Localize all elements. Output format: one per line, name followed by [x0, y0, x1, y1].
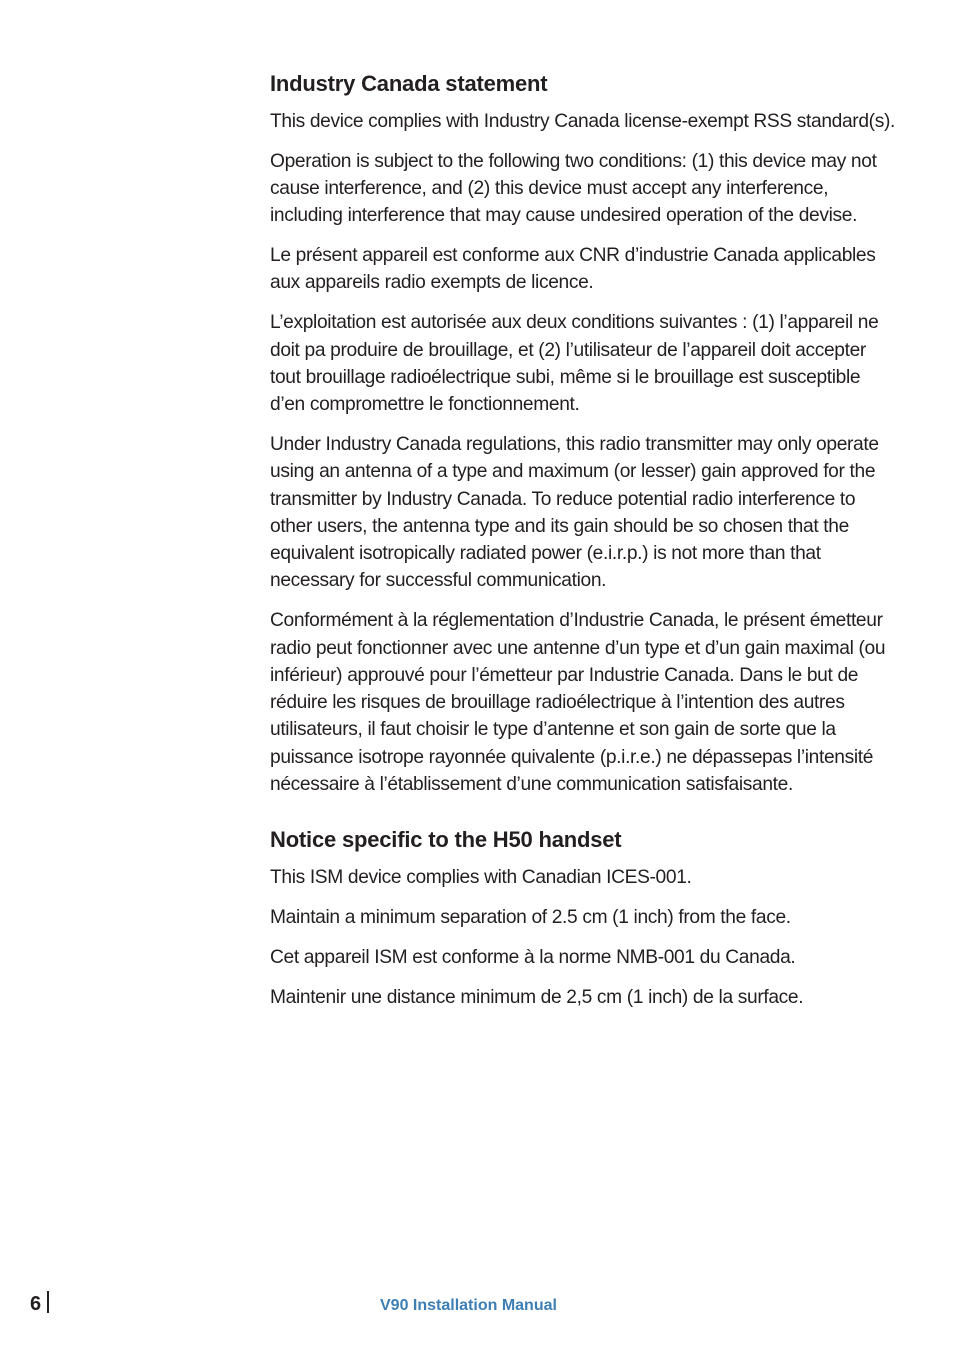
- paragraph: Le présent appareil est conforme aux CNR d’industrie Canada applicables aux appareils radio exempts de licence.: [270, 245, 876, 294]
- page-number-footer: [30, 1291, 49, 1317]
- manual-title-footer: V90 Installation Manual: [380, 1297, 557, 1314]
- section-heading-h50-notice: Notice specific to the H50 handset: [270, 827, 622, 853]
- page-content: [270, 70, 895, 1024]
- paragraph: This ISM device complies with Canadian ICES-001.: [270, 867, 692, 889]
- paragraph: Under Industry Canada regulations, this radio transmitter may only operate using an antenna of a type and maximum (or lesser) gain approved for the transmitter by Industry Canada. To reduce potential radio interference to other users, the antenna type and its gain should be so chosen that the equivalent isotropically radiated power (e.i.r.p.) is not more than that necessary for successful communication.: [270, 433, 879, 592]
- paragraph: This device complies with Industry Canada license-exempt RSS standard(s).: [270, 111, 895, 132]
- paragraph: Maintain a minimum separation of 2.5 cm (1 inch) from the face.: [270, 907, 791, 929]
- paragraph: Cet appareil ISM est conforme à la norme NMB-001 du Canada.: [270, 946, 796, 968]
- page-number-separator: [47, 1291, 49, 1313]
- paragraph: Operation is subject to the following two conditions: (1) this device may not cause interference, and (2) this device must accept any interference, including interference that may cause undesired operation of the devise.: [270, 150, 877, 227]
- paragraph: Conformément à la réglementation d’Industrie Canada, le présent émetteur radio peut fonctionner avec une antenne d’un type et d’un gain maximal (ou inférieur) approuvé pour l’émetteur par Industrie Canada. Dans le but de réduire les risques de brouillage radioélectrique à l’intention des autres utilisateurs, il faut choisir le type d’antenne et son gain de sorte que la puissance isotrope rayonnée quivalente (p.i.r.e.) ne dépassepas l’intensité nécessaire à l’établissement d’une communication satisfaisante.: [270, 610, 886, 796]
- section-heading-industry-canada: Industry Canada statement: [270, 71, 548, 96]
- page-number: 6: [30, 1293, 42, 1315]
- paragraph: L’exploitation est autorisée aux deux conditions suivantes : (1) l’appareil ne doit pa produire de brouillage, et (2) l’utilisateur de l’appareil doit accepter tout brouillage radioélectrique subi, même si le brouillage est susceptible d’en compromettre le fonctionnement.: [270, 312, 879, 416]
- paragraph: Maintenir une distance minimum de 2,5 cm (1 inch) de la surface.: [270, 986, 804, 1008]
